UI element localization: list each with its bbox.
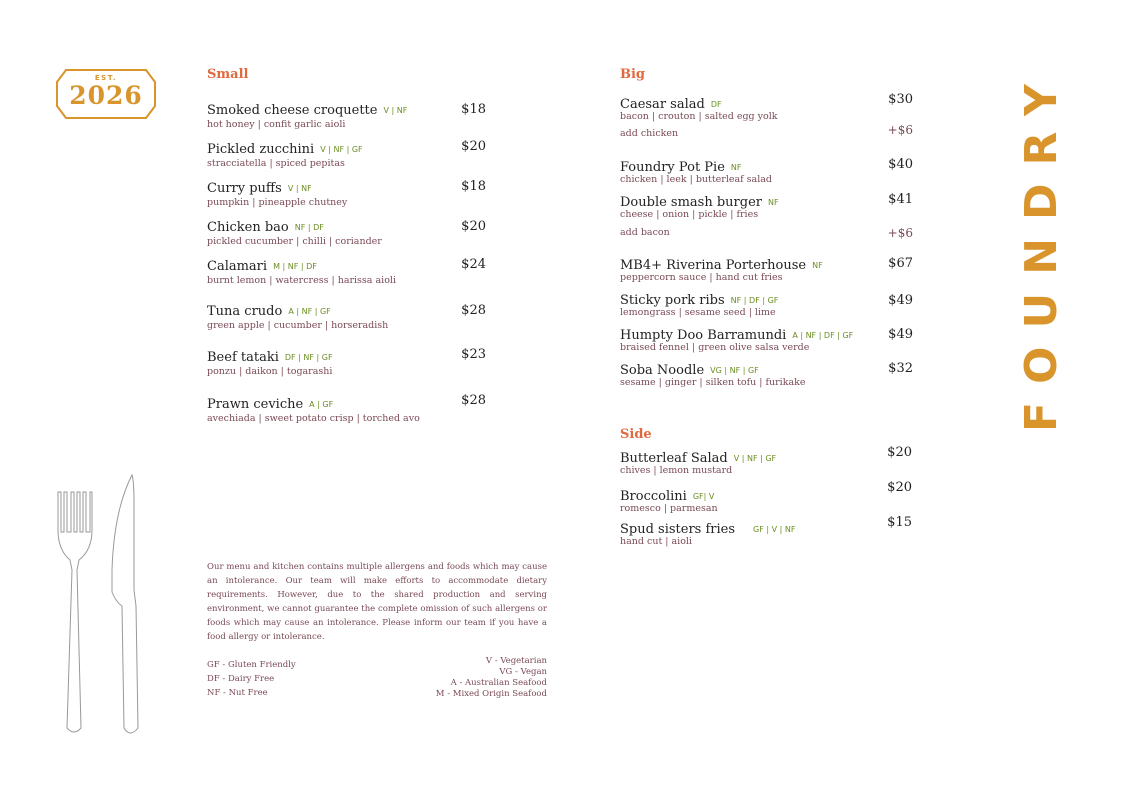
allergen-disclaimer: Our menu and kitchen contains multiple allergens and foods which may cause an intolerance. Our team will make efforts to accommodate dietary requirements. However, due to the shared production and serving environment, we cannot guarantee the complete omission of such allergens or foods which may cause an intolerance. Please inform our team if you have a food allergy or intolerance. <box>207 562 547 642</box>
item-name: Butterleaf Salad <box>620 451 728 466</box>
item-name: Foundry Pot Pie <box>620 160 725 175</box>
menu-item <box>620 324 853 353</box>
menu-item <box>620 518 795 547</box>
item-name: Pickled zucchini <box>207 142 315 157</box>
logo-est: EST. <box>94 74 118 82</box>
item-description: lemongrass | sesame seed | lime <box>620 307 776 318</box>
item-tags: GF| V <box>692 492 715 501</box>
item-name: Double smash burger <box>620 195 762 210</box>
item-description: chives | lemon mustard <box>620 465 733 476</box>
menu-item <box>620 359 806 388</box>
item-price: $67 <box>888 256 913 271</box>
item-tags: DF | NF | GF <box>284 353 333 362</box>
item-name: MB4+ Riverina Porterhouse <box>620 258 807 273</box>
item-description: cheese | onion | pickle | fries <box>620 209 759 220</box>
item-tags: V | NF <box>383 106 408 115</box>
item-tags: DF <box>710 100 722 109</box>
item-description: peppercorn sauce | hand cut fries <box>620 272 783 283</box>
legend-entry: GF - Gluten Friendly <box>207 660 296 670</box>
item-price: $24 <box>461 257 486 272</box>
item-description: bacon | crouton | salted egg yolk <box>620 111 778 122</box>
item-tags: NF <box>730 163 742 172</box>
legend-entry: M - Mixed Origin Seafood <box>435 689 547 699</box>
item-name: Calamari <box>207 259 268 274</box>
menu-item <box>620 485 718 514</box>
item-tags: M | NF | DF <box>273 262 317 271</box>
menu-item <box>620 447 776 476</box>
item-description: romesco | parmesan <box>620 503 718 514</box>
section-title-side: Side <box>620 427 652 442</box>
item-name: Sticky pork ribs <box>620 293 725 308</box>
section-title-big: Big <box>620 67 646 82</box>
item-price: $20 <box>461 219 486 234</box>
item-tags: NF | DF <box>294 223 324 232</box>
item-name: Soba Noodle <box>620 363 705 378</box>
item-price: $41 <box>888 192 913 207</box>
item-description: green apple | cucumber | horseradish <box>207 320 389 331</box>
menu-item <box>207 177 347 208</box>
item-price: $28 <box>461 303 486 318</box>
item-price: $18 <box>461 102 486 117</box>
est-2026-logo <box>56 68 156 120</box>
menu-item <box>207 99 407 130</box>
item-price: $20 <box>461 139 486 154</box>
addon-label: add chicken <box>620 128 679 139</box>
item-price: $20 <box>887 445 912 460</box>
menu-item <box>620 289 778 318</box>
menu-item <box>207 216 382 247</box>
item-price: $49 <box>888 327 913 342</box>
item-tags: V | NF <box>287 184 312 193</box>
item-price: $18 <box>461 179 486 194</box>
item-tags: V | NF | GF <box>320 145 363 154</box>
item-price: $15 <box>887 515 912 530</box>
item-description: sesame | ginger | silken tofu | furikake <box>620 377 806 388</box>
item-description: pickled cucumber | chilli | coriander <box>207 236 382 247</box>
menu-item <box>207 138 363 169</box>
item-price: $28 <box>461 393 486 408</box>
addon-price: +$6 <box>887 226 913 240</box>
item-name: Spud sisters fries <box>620 522 736 537</box>
item-name: Humpty Doo Barramundi <box>620 328 787 343</box>
legend-entry: NF - Nut Free <box>207 688 268 698</box>
item-tags: NF <box>768 198 779 207</box>
item-tags: A | GF <box>309 400 334 409</box>
menu-item <box>207 346 333 377</box>
item-tags: A | NF | DF | GF <box>792 331 854 340</box>
legend-right <box>420 656 547 700</box>
item-tags: NF | DF | GF <box>730 296 779 305</box>
legend-entry: DF - Dairy Free <box>207 674 275 684</box>
item-tags: VG | NF | GF <box>710 366 759 375</box>
legend-entry: A - Australian Seafood <box>450 678 547 688</box>
item-description: chicken | leek | butterleaf salad <box>620 174 772 185</box>
addon-price: +$6 <box>887 123 913 137</box>
item-price: $20 <box>887 480 912 495</box>
item-price: $49 <box>888 293 913 308</box>
item-name: Smoked cheese croquette <box>207 103 378 118</box>
menu-item <box>207 255 396 286</box>
item-tags: V | NF | GF <box>733 454 777 463</box>
item-price: $32 <box>888 361 913 376</box>
item-price: $40 <box>888 157 913 172</box>
item-description: pumpkin | pineapple chutney <box>207 197 348 208</box>
item-tags: GF | V | NF <box>753 525 796 534</box>
item-description: braised fennel | green olive salsa verde <box>620 342 810 353</box>
item-name: Prawn ceviche <box>207 397 304 412</box>
item-name: Tuna crudo <box>207 304 283 319</box>
item-name: Curry puffs <box>207 181 282 196</box>
menu-item <box>620 191 779 220</box>
brand-name: FOUNDRY <box>1016 66 1067 432</box>
menu-item <box>620 93 778 122</box>
brand-vertical-wrap <box>1016 66 1070 432</box>
item-description: hot honey | confit garlic aioli <box>207 119 346 130</box>
legend-entry: V - Vegetarian <box>485 656 547 666</box>
item-name: Caesar salad <box>620 97 705 112</box>
section-title-small: Small <box>207 67 249 82</box>
item-description: hand cut | aioli <box>620 536 692 547</box>
item-name: Broccolini <box>620 489 687 504</box>
legend-left <box>207 658 296 700</box>
menu-item <box>620 254 823 283</box>
menu-item <box>207 300 388 331</box>
item-price: $30 <box>888 92 913 107</box>
item-description: stracciatella | spiced pepitas <box>207 158 345 169</box>
fork-and-knife-icon <box>50 470 150 740</box>
item-tags: NF <box>812 261 823 270</box>
item-price: $23 <box>461 347 486 362</box>
legend-entry: VG - Vegan <box>499 667 547 677</box>
item-description: burnt lemon | watercress | harissa aioli <box>207 275 396 286</box>
item-tags: A | NF | GF <box>288 307 331 316</box>
item-name: Chicken bao <box>207 220 289 235</box>
item-description: avechiada | sweet potato crisp | torched avo <box>207 413 420 424</box>
item-name: Beef tataki <box>207 350 279 365</box>
menu-item <box>207 393 420 424</box>
item-description: ponzu | daikon | togarashi <box>207 366 333 377</box>
menu-item <box>620 156 772 185</box>
logo-year: 2026 <box>69 81 143 110</box>
addon-label: add bacon <box>620 227 670 238</box>
